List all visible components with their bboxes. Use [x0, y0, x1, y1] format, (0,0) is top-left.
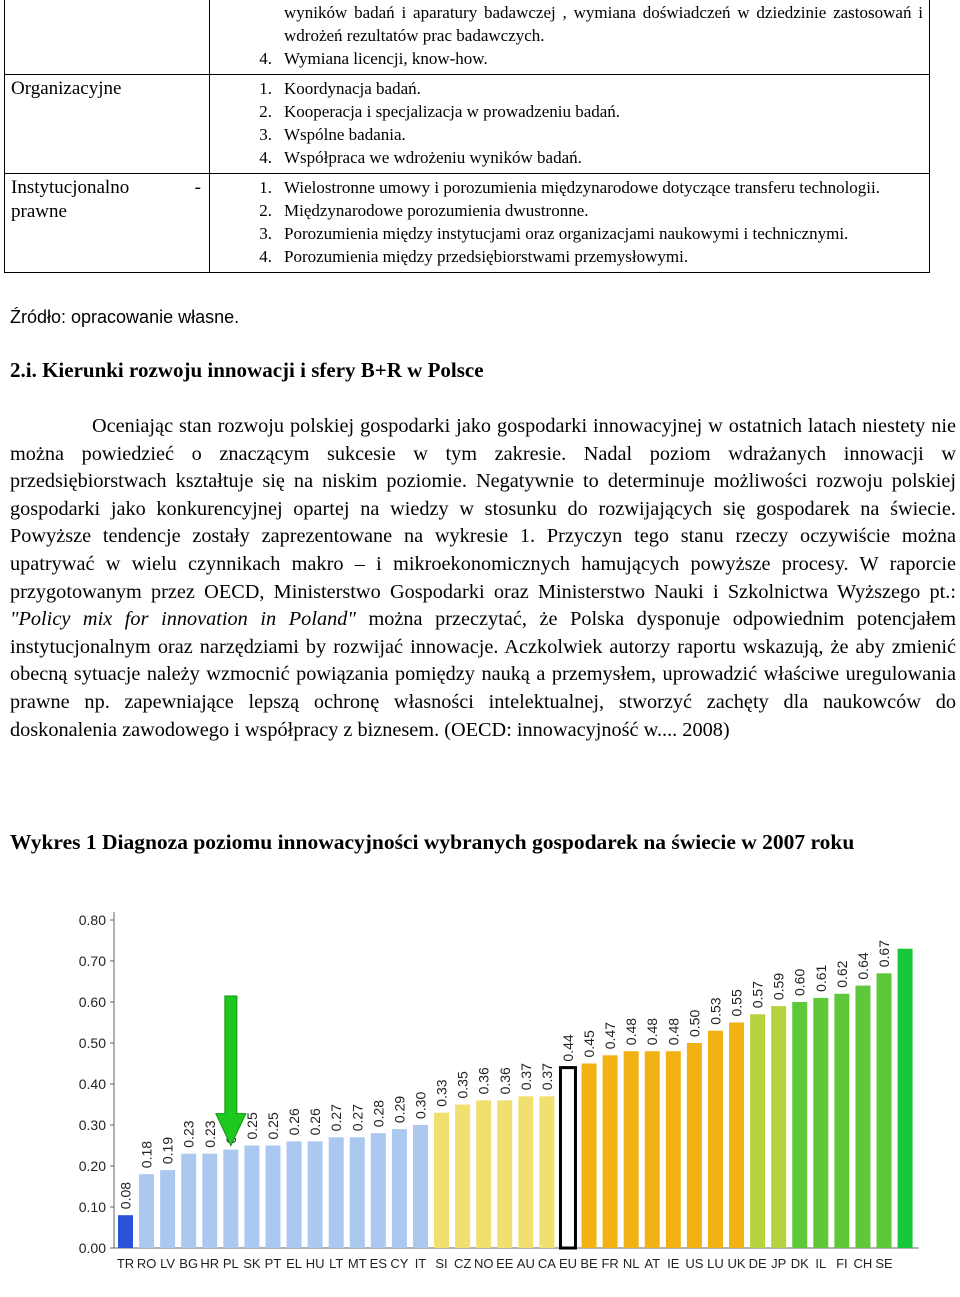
y-tick-label: 0.20 [78, 1158, 106, 1174]
bar-value-label: 0.28 [370, 1099, 387, 1128]
list-item [210, 199, 923, 222]
cooperation-forms-table [4, 0, 930, 273]
table-category-cell-empty [5, 0, 210, 75]
list-item [210, 77, 923, 100]
bar [287, 1141, 302, 1248]
bar [898, 949, 913, 1248]
bar-value-label: 0.60 [791, 968, 808, 996]
list-item-number: 4. [259, 49, 272, 68]
list-item [210, 176, 923, 199]
x-category-label: CA [537, 1256, 556, 1271]
list-item-text: wyników badań i aparatury badawczej , wymiana doświadczeń w dziedzinie zastosowań i wdrożeń rezultatów prac badawczych. [284, 3, 923, 45]
x-category-label: SI [435, 1256, 448, 1271]
category-label: prawne [11, 201, 67, 222]
list-item-number: 4. [259, 148, 272, 167]
bar-value-label: 0.08 [117, 1181, 134, 1210]
x-category-label: IE [667, 1256, 680, 1271]
list-item-text: Wspólne badania. [284, 125, 406, 144]
list-item [210, 146, 923, 169]
bar [160, 1170, 175, 1248]
x-category-label: ES [369, 1256, 388, 1271]
bar [855, 986, 870, 1248]
y-tick-label: 0.30 [78, 1117, 106, 1133]
list-item-number: 3. [259, 224, 272, 243]
x-category-label: SK [243, 1256, 261, 1271]
list-item-text: Kooperacja i specjalizacja w prowadzeniu badań. [284, 102, 621, 121]
x-category-label: EL [286, 1256, 303, 1271]
bar-value-label: 0.19 [159, 1136, 176, 1165]
x-category-label: NL [622, 1256, 640, 1271]
table-category-cell [5, 174, 210, 273]
bar-value-label: 0.47 [602, 1022, 619, 1050]
x-category-label: US [685, 1256, 704, 1271]
x-category-label: PL [222, 1256, 239, 1271]
bar [350, 1137, 365, 1248]
bar [455, 1105, 470, 1249]
bar-value-label: 0.18 [138, 1140, 155, 1169]
bar-value-label: 0.35 [454, 1071, 471, 1099]
x-category-label: SE [875, 1256, 893, 1271]
list-item [210, 47, 923, 70]
bar [434, 1113, 449, 1248]
bar [582, 1064, 597, 1249]
category-dash: - [194, 177, 201, 198]
bar-value-label: 0.25 [264, 1112, 281, 1140]
bar [308, 1141, 323, 1248]
bar [645, 1051, 660, 1248]
y-tick-label: 0.00 [78, 1240, 106, 1256]
x-category-label: EE [496, 1256, 514, 1271]
x-category-label: MT [347, 1256, 367, 1271]
list-item-text: Porozumienia między instytucjami oraz organizacjami naukowymi i technicznymi. [284, 224, 849, 243]
bar [139, 1174, 154, 1248]
bar-value-label: 0.62 [833, 960, 850, 988]
bar-value-label: 0.27 [328, 1104, 345, 1132]
bar-value-label: 0.23 [180, 1120, 197, 1148]
bar [181, 1154, 196, 1248]
report-title-italic: "Policy mix for innovation in Poland" [10, 608, 356, 631]
x-category-label: TR [116, 1256, 135, 1271]
x-category-label: LT [329, 1256, 344, 1271]
list-item-number: 2. [259, 102, 272, 121]
x-category-label: BE [580, 1256, 598, 1271]
bar-value-label: 0.37 [538, 1063, 555, 1091]
list-item [210, 222, 923, 245]
section-heading: 2.i. Kierunki rozwoju innowacji i sfery B+R w Polsce [10, 358, 484, 382]
x-category-label: EU [558, 1256, 578, 1271]
bar [729, 1023, 744, 1249]
x-category-label: JP [771, 1256, 787, 1271]
table-items-cell [210, 75, 930, 174]
x-category-label: AT [644, 1256, 661, 1271]
bar-value-label: 0.59 [770, 972, 787, 1001]
x-category-label: FR [601, 1256, 619, 1271]
bar-value-label: 0.26 [286, 1108, 303, 1136]
body-paragraph [10, 413, 956, 744]
x-category-label: AU [516, 1256, 535, 1271]
bar-value-label: 0.55 [728, 989, 745, 1017]
x-category-label: HR [200, 1256, 220, 1271]
bar [413, 1125, 428, 1248]
y-tick-label: 0.60 [78, 994, 106, 1010]
bar-value-label: 0.37 [517, 1063, 534, 1091]
bar [223, 1150, 238, 1248]
x-category-label: DK [790, 1256, 809, 1271]
chart-svg [70, 900, 950, 1297]
x-category-label: DE [748, 1256, 767, 1271]
bar [603, 1055, 618, 1248]
bar [750, 1014, 765, 1248]
x-category-label: CY [390, 1256, 409, 1271]
bar-value-label: 0.48 [623, 1017, 640, 1046]
bar [834, 994, 849, 1248]
bar-value-label: 0.67 [876, 940, 893, 968]
bar-value-label: 0.36 [475, 1067, 492, 1095]
bar [118, 1215, 133, 1248]
list-item-text: Wielostronne umowy i porozumienia międzynarodowe dotyczące transferu technologii. [284, 178, 881, 197]
y-tick-label: 0.50 [78, 1035, 106, 1051]
bar-value-label: 0.50 [686, 1009, 703, 1037]
bar-value-label: 0.48 [644, 1017, 661, 1046]
chart-caption: Wykres 1 Diagnoza poziomu innowacyjności wybranych gospodarek na świecie w 2007 roku [10, 830, 855, 854]
list-item-text: Koordynacja badań. [284, 79, 421, 98]
table-items-cell [210, 174, 930, 273]
list-item-number: 4. [259, 247, 272, 266]
source-note: Źródło: opracowanie własne. [10, 307, 240, 327]
bar [202, 1154, 217, 1248]
bar-value-label: 0.25 [243, 1112, 260, 1140]
bar-value-label: 0.33 [433, 1079, 450, 1107]
table-category-cell: Organizacyjne [5, 75, 210, 174]
list-item [210, 245, 923, 268]
list-item-text: Współpraca we wdrożeniu wyników badań. [284, 148, 582, 167]
bar [560, 1068, 575, 1248]
bar-value-label: 0.44 [559, 1034, 576, 1062]
arrow-indicator-icon [216, 996, 246, 1146]
bar [539, 1096, 554, 1248]
x-category-label: HU [305, 1256, 325, 1271]
paragraph-text: można przeczytać, że Polska dysponuje odpowiednim potencjałem instytucjonalnym oraz narzędziami by rozwijać innowacje. Aczkolwiek autorzy raportu wskazują, że aby zmienić obecną sytuacje należy wzmocnić powiązania pomiędzy nauką a przemysłem, uprowadzić właściwe uregulowania prawne np. zapewniające lepszą ochronę własności intelektualnej, stworzyć zachęty dla naukowców do doskonalenia zawodowego i współpracy z biznesem. (OECD: innowacyjność w.... 2008) [10, 608, 956, 741]
bar [518, 1096, 533, 1248]
bar-value-label: 0.48 [665, 1017, 682, 1046]
x-category-label: CZ [453, 1256, 472, 1271]
innovation-bar-chart [70, 900, 950, 1297]
list-item-text: Porozumienia między przedsiębiorstwami przemysłowymi. [284, 247, 689, 266]
list-item-text: Międzynarodowe porozumienia dwustronne. [284, 201, 589, 220]
bar-value-label: 0.30 [412, 1091, 429, 1119]
x-category-label: IL [815, 1256, 827, 1271]
x-category-label: CH [853, 1256, 873, 1271]
bar [771, 1006, 786, 1248]
x-category-label: PT [264, 1256, 282, 1271]
y-tick-label: 0.70 [78, 953, 106, 969]
x-category-label: NO [473, 1256, 494, 1271]
y-tick-label: 0.40 [78, 1076, 106, 1092]
bar [244, 1146, 259, 1249]
list-item [210, 123, 923, 146]
bar [792, 1002, 807, 1248]
x-category-label: FI [836, 1256, 848, 1271]
bar [497, 1100, 512, 1248]
bar [708, 1031, 723, 1248]
list-item-number: 1. [259, 178, 272, 197]
bar [371, 1133, 386, 1248]
bar [392, 1129, 407, 1248]
x-category-label: UK [727, 1256, 746, 1271]
bar [687, 1043, 702, 1248]
list-item-number: 2. [259, 201, 272, 220]
table-row [5, 75, 930, 174]
x-category-label: RO [136, 1256, 157, 1271]
bar [329, 1137, 344, 1248]
bar [877, 973, 892, 1248]
bar-value-label: 0.29 [391, 1095, 408, 1124]
bar [476, 1100, 491, 1248]
bar-value-label: 0.23 [201, 1120, 218, 1148]
x-category-label: IT [414, 1256, 427, 1271]
bar-value-label: 0.57 [749, 981, 766, 1009]
bar [624, 1051, 639, 1248]
category-label: Instytucjonalno [11, 177, 130, 198]
bar [666, 1051, 681, 1248]
bar-value-label: 0.53 [707, 997, 724, 1025]
bar-value-label: 0.27 [349, 1104, 366, 1132]
bar [813, 998, 828, 1248]
bar-value-label: 0.45 [581, 1030, 598, 1058]
bar-value-label: 0.61 [812, 964, 829, 992]
bar-value-label: 0.64 [854, 952, 871, 980]
bar-value-label: 0.36 [496, 1067, 513, 1095]
x-category-label: LV [160, 1256, 176, 1271]
table-items-cell [210, 0, 930, 75]
list-item [210, 1, 923, 47]
list-item-text: Wymiana licencji, know-how. [284, 49, 488, 68]
x-category-label: BG [179, 1256, 199, 1271]
x-category-label: LU [707, 1256, 724, 1271]
paragraph-text: Oceniając stan rozwoju polskiej gospodarki jako gospodarki innowacyjnej w ostatnich latach niestety nie można powiedzieć o znaczącym sukcesie w tym zakresie. Nadal poziom wdrażanych innowacji w przedsiębiorstwach kształtuje się na niskim poziomie. Negatywnie to determinuje możliwości rozwoju polskiej gospodarki jako konkurencyjnej opartej na wiedzy w stosunku do rozwijających się gospodarek na świecie. Powyższe tendencje zostały zaprezentowane na wykresie 1. Przyczyn tego stanu rzeczy oczywiście można upatrywać w wielu czynnikach makro – i mikroekonomicznych hamujących powyższe procesy. W raporcie przygotowanym przez OECD, Ministerstwo Gospodarki oraz Ministerstwo Nauki i Szkolnictwa Wyższego pt.: [10, 415, 956, 603]
bar [265, 1146, 280, 1249]
y-tick-label: 0.80 [78, 912, 106, 928]
bar-value-label: 0.26 [307, 1108, 324, 1136]
list-item [210, 100, 923, 123]
y-tick-label: 0.10 [78, 1199, 106, 1215]
list-item-number: 3. [259, 125, 272, 144]
table-row [5, 174, 930, 273]
table-row [5, 0, 930, 75]
list-item-number: 1. [259, 79, 272, 98]
